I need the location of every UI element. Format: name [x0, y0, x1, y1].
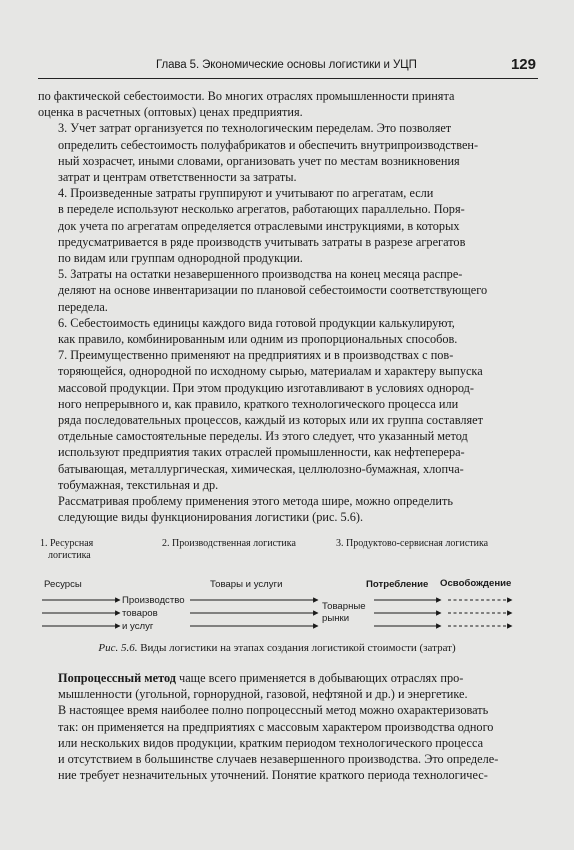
paragraph-intro-figure: [38, 493, 516, 525]
text-line: затрат и центрам ответственности за затраты.: [58, 170, 297, 185]
text-line: передела.: [58, 299, 108, 314]
text-line: отдельные самостоятельные переделы. Из этого следует, что указанный метод: [58, 429, 468, 444]
text-line: в переделе используют несколько агрегатов, работающих параллельно. Поря-: [58, 202, 465, 217]
text-line: по фактической себестоимости. Во многих отраслях промышленности принята: [38, 89, 455, 103]
text-line: по видам или группам однородной продукции.: [58, 251, 303, 266]
logistics-figure: [38, 536, 516, 646]
caption-text: Виды логистики на этапах создания логистикой стоимости (затрат): [140, 642, 456, 654]
text-line: мышленности (угольной, горнорудной, газовой, нефтяной и др.) и энергетике.: [58, 687, 468, 702]
continued-paragraph: [38, 88, 516, 120]
text-line: оценка в расчетных (оптовых) ценах предприятия.: [38, 105, 303, 120]
production-label-line2: товаров: [122, 608, 158, 619]
stage-3-label: 3. Продуктово-сервисная логистика: [336, 538, 489, 549]
text-line: батывающая, металлургическая, химическая, целлюлозно-бумажная, хлопча-: [58, 461, 464, 476]
goods-services-label: Товары и услуги: [210, 579, 283, 590]
text-line: предусматривается в ряде производств учитывать затраты в разрезе агрегатов: [58, 234, 466, 249]
text-line: 7. Преимущественно применяют на предприятиях и в производствах с пов-: [58, 348, 454, 363]
production-label-line1: Производство: [122, 595, 185, 606]
text-line: ряда последовательных процессов, каждый из которых или их группа составляет: [58, 413, 484, 428]
flow-arrows: [38, 536, 516, 642]
resources-label: Ресурсы: [44, 579, 82, 590]
paragraph-process-method: [38, 670, 516, 783]
text-line: тобумажная, текстильная и др.: [58, 477, 219, 492]
production-label-line3: и услуг: [122, 621, 154, 632]
text-line: деляют на основе инвентаризации по плановой себестоимости соответствующего: [58, 283, 488, 298]
goods-markets-label-line2: рынки: [322, 613, 350, 624]
text-line: следующие виды функционирования логистики (рис. 5.6).: [58, 510, 364, 525]
text-line: [38, 670, 516, 686]
paragraph-6: [38, 315, 516, 347]
body-text-top: [38, 88, 516, 525]
paragraph-3: [38, 120, 516, 185]
figure-caption: [38, 642, 516, 654]
term-process-method: Попроцессный метод: [58, 671, 176, 685]
text-line: и отсутствием в большинстве случаев незавершенного производства. Это определе-: [58, 752, 499, 767]
chapter-title: Глава 5. Экономические основы логистики и УЦП: [156, 59, 417, 71]
release-label: Освобождение: [440, 578, 512, 589]
text-line: торяющейся, однородной по исходному сырью, материалам и характеру выпуска: [58, 364, 483, 379]
stage-1-line: логистика: [48, 550, 91, 561]
paragraph-4: [38, 185, 516, 266]
text-line: 3. Учет затрат организуется по технологическим переделам. Это позволяет: [58, 121, 452, 136]
goods-markets-label-line1: Товарные: [322, 601, 366, 612]
first-line-rest: чаще всего применяется в добывающих отраслях про-: [175, 671, 464, 685]
stage-2-label: 2. Производственная логистика: [162, 538, 296, 549]
text-line: 5. Затраты на остатки незавершенного производства на конец месяца распре-: [58, 267, 463, 282]
body-text-bottom: [38, 670, 516, 783]
consumption-label: Потребление: [366, 579, 429, 590]
text-line: используют предприятия таких отраслей промышленности, как нефтеперера-: [58, 445, 465, 460]
text-line: ного непрерывного и, как правило, краткого технологического процесса или: [58, 396, 459, 411]
text-line: определить себестоимость полуфабрикатов и обеспечить внутрипроизводствен-: [58, 137, 479, 152]
text-line: как правило, комбинированным или одним из пропорциональных способов.: [58, 332, 458, 347]
page-number: 129: [510, 56, 536, 73]
text-line: 4. Произведенные затраты группируют и учитывают по агрегатам, если: [58, 186, 434, 201]
caption-label: Рис. 5.6.: [98, 642, 138, 654]
running-header: [38, 58, 538, 79]
text-line: массовой продукции. При этом продукцию изготавливают в условиях однород-: [58, 380, 474, 395]
stage-1-line: 1. Ресурсная: [40, 538, 94, 549]
text-line: ный хозрасчет, иными словами, организовать учет по местам возникновения: [58, 153, 460, 168]
paragraph-5: [38, 266, 516, 315]
text-line: ние требует незначительных уточнений. Понятие краткого периода технологичес-: [58, 768, 488, 783]
text-line: док учета по агрегатам определяется отраслевыми инструкциями, в которых: [58, 218, 460, 233]
text-line: 6. Себестоимость единицы каждого вида готовой продукции калькулируют,: [58, 315, 455, 330]
text-line: В настоящее время наиболее полно попроцессный метод можно охарактеризовать: [58, 703, 489, 718]
text-line: или нескольких видов продукции, кратким периодом технологического процесса: [58, 735, 484, 750]
text-line: Рассматривая проблему применения этого метода шире, можно определить: [58, 494, 453, 509]
text-line: так: он применяется на предприятиях с массовым характером производства одного: [58, 719, 494, 734]
paragraph-7: [38, 347, 516, 493]
